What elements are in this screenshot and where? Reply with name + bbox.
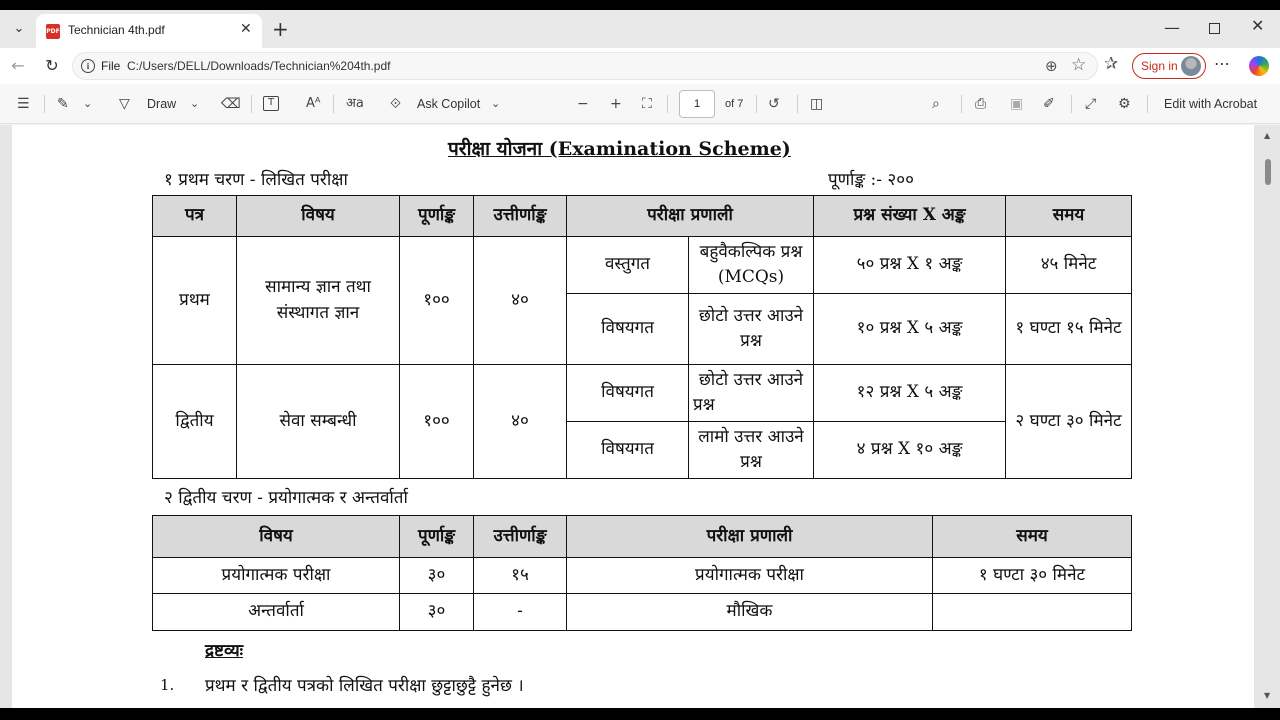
document-title: परीक्षा योजना (Examination Scheme) xyxy=(448,138,791,160)
table-cell: १५ xyxy=(474,558,567,594)
pdf-icon: PDF xyxy=(46,24,60,39)
contents-list-icon[interactable]: ☰ xyxy=(17,96,30,112)
divider xyxy=(667,95,668,113)
table-cell: प्रथम xyxy=(153,237,237,365)
window-close-icon[interactable]: ✕ xyxy=(1251,16,1265,35)
table-cell: ४० xyxy=(474,237,567,365)
zoom-icon[interactable]: ⊕ xyxy=(1045,57,1058,75)
info-icon[interactable]: i xyxy=(81,59,95,73)
table-cell: सेवा सम्बन्धी xyxy=(237,365,400,479)
table-row xyxy=(153,237,1132,294)
note-number: 1. xyxy=(160,676,175,694)
zoom-in-icon[interactable]: + xyxy=(610,96,622,112)
written-exam-table xyxy=(152,195,1132,479)
vertical-scrollbar[interactable] xyxy=(1262,125,1274,708)
header-cell: प्रश्न संख्या X अङ्क xyxy=(814,196,1006,237)
url-scheme-label: File xyxy=(101,59,121,73)
practical-interview-table xyxy=(152,515,1132,631)
eraser-icon[interactable]: ⌫ xyxy=(221,96,241,112)
tab-active[interactable] xyxy=(36,14,262,48)
table-cell: सामान्य ज्ञान तथा संस्थागत ज्ञान xyxy=(237,237,400,365)
page-total-label: of 7 xyxy=(725,98,744,110)
tab-title: Technician 4th.pdf xyxy=(68,23,165,37)
more-options-icon[interactable]: ⋯ xyxy=(1214,54,1230,73)
table-cell: छोटो उत्तर आउने प्रश्न xyxy=(689,365,814,422)
highlight-chevron-down-icon[interactable]: ⌄ xyxy=(83,97,93,110)
header-cell: विषय xyxy=(153,516,400,558)
tab-close-icon[interactable]: ✕ xyxy=(240,21,252,37)
full-marks-label: पूर्णाङ्क :- २०० xyxy=(828,170,914,190)
divider xyxy=(44,95,45,113)
tab-bar xyxy=(0,10,1280,48)
table-cell: बहुवैकल्पिक प्रश्न (MCQs) xyxy=(689,237,814,294)
table-header-row xyxy=(153,196,1132,237)
table-cell: छोटो उत्तर आउने प्रश्न xyxy=(689,294,814,365)
divider xyxy=(333,95,334,113)
table-cell: ३० xyxy=(400,594,474,631)
back-arrow-icon[interactable]: ← xyxy=(11,56,25,75)
divider xyxy=(961,95,962,113)
draw-chevron-down-icon[interactable]: ⌄ xyxy=(190,97,200,110)
header-cell: समय xyxy=(933,516,1132,558)
copilot-toolbar-icon[interactable]: ⟐ xyxy=(390,96,402,112)
table-row xyxy=(153,365,1132,422)
table-cell: १० प्रश्न X ५ अङ्क xyxy=(814,294,1006,365)
table-cell: मौखिक xyxy=(567,594,933,631)
table-cell: ४० xyxy=(474,365,567,479)
tab-actions-menu-icon[interactable]: ⌄ xyxy=(13,21,25,36)
table-cell: द्वितीय xyxy=(153,365,237,479)
notes-heading: द्रष्टव्यः xyxy=(205,641,244,661)
table-cell: ५० प्रश्न X १ अङ्क xyxy=(814,237,1006,294)
table-cell: विषयगत xyxy=(567,365,689,422)
table-cell: प्रयोगात्मक परीक्षा xyxy=(567,558,933,594)
table-cell: अन्तर्वार्ता xyxy=(153,594,400,631)
section1-heading: १ प्रथम चरण - लिखित परीक्षा xyxy=(164,170,348,190)
header-cell: पूर्णाङ्क xyxy=(400,196,474,237)
header-cell: पत्र xyxy=(153,196,237,237)
table-cell: वस्तुगत xyxy=(567,237,689,294)
table-cell: ३० xyxy=(400,558,474,594)
scroll-down-icon[interactable]: ▼ xyxy=(1264,691,1271,700)
table-cell: १०० xyxy=(400,237,474,365)
divider xyxy=(797,95,798,113)
favorites-icon[interactable]: ✰ xyxy=(1104,54,1119,74)
translate-icon[interactable]: अa xyxy=(346,96,364,111)
sign-in-button[interactable] xyxy=(1132,53,1206,79)
favorite-star-icon[interactable]: ☆ xyxy=(1071,55,1087,75)
divider xyxy=(1071,95,1072,113)
avatar xyxy=(1181,56,1201,76)
settings-gear-icon[interactable]: ⚙ xyxy=(1118,96,1131,112)
header-cell: परीक्षा प्रणाली xyxy=(567,196,814,237)
table-cell: १२ प्रश्न X ५ अङ्क xyxy=(814,365,1006,422)
fit-page-icon[interactable]: ⛶ xyxy=(642,96,652,112)
page-view-icon[interactable]: ◫ xyxy=(810,96,824,112)
copilot-chevron-down-icon[interactable]: ⌄ xyxy=(491,97,501,110)
note-text: प्रथम र द्वितीय पत्रको लिखित परीक्षा छुट्टाछुट्टै हुनेछ । xyxy=(205,676,524,696)
header-cell: परीक्षा प्रणाली xyxy=(567,516,933,558)
save-icon[interactable]: ▣ xyxy=(1010,96,1024,112)
table-row xyxy=(153,558,1132,594)
table-cell: १०० xyxy=(400,365,474,479)
zoom-out-icon[interactable]: − xyxy=(577,96,589,112)
table-cell: प्रयोगात्मक परीक्षा xyxy=(153,558,400,594)
highlight-icon[interactable]: ✎ xyxy=(57,96,69,112)
address-bar[interactable] xyxy=(72,52,1098,80)
header-cell: समय xyxy=(1006,196,1132,237)
sign-in-label: Sign in xyxy=(1141,59,1178,73)
address-row xyxy=(0,48,1280,84)
print-icon[interactable]: ⎙ xyxy=(975,96,987,112)
divider xyxy=(1147,95,1148,113)
ask-copilot-button[interactable]: Ask Copilot xyxy=(417,97,481,111)
table-cell xyxy=(933,594,1132,631)
reload-icon[interactable]: ↻ xyxy=(45,56,59,75)
text-box-icon[interactable]: T xyxy=(263,96,279,111)
table-cell: २ घण्टा ३० मिनेट xyxy=(1006,365,1132,479)
copilot-icon[interactable] xyxy=(1249,56,1269,76)
divider xyxy=(251,95,252,113)
header-cell: विषय xyxy=(237,196,400,237)
table-cell: विषयगत xyxy=(567,294,689,365)
search-icon[interactable]: ⌕ xyxy=(932,96,940,112)
save-as-icon[interactable]: ✐ xyxy=(1043,96,1055,112)
new-tab-icon[interactable]: + xyxy=(272,17,289,41)
minimize-icon[interactable]: — xyxy=(1164,18,1180,37)
top-edge xyxy=(0,0,1280,10)
draw-button[interactable]: Draw xyxy=(147,97,177,111)
maximize-icon[interactable] xyxy=(1209,23,1220,34)
table-header-row xyxy=(153,516,1132,558)
page-number-input[interactable]: 1 xyxy=(679,90,715,118)
table-cell: - xyxy=(474,594,567,631)
header-cell: पूर्णाङ्क xyxy=(400,516,474,558)
table-cell: १ घण्टा ३० मिनेट xyxy=(933,558,1132,594)
pdf-viewer xyxy=(0,125,1280,708)
bottom-edge xyxy=(0,708,1280,720)
pdf-toolbar xyxy=(0,84,1280,124)
header-cell: उत्तीर्णाङ्क xyxy=(474,196,567,237)
edit-with-acrobat-button[interactable]: Edit with Acrobat xyxy=(1164,97,1258,111)
read-aloud-icon[interactable]: Aᴬ xyxy=(306,96,321,111)
scroll-up-icon[interactable]: ▲ xyxy=(1264,131,1271,140)
scrollbar-thumb[interactable] xyxy=(1265,159,1271,185)
header-cell: उत्तीर्णाङ्क xyxy=(474,516,567,558)
pdf-page xyxy=(12,125,1254,708)
table-cell: ४५ मिनेट xyxy=(1006,237,1132,294)
full-screen-icon[interactable]: ⤢ xyxy=(1085,96,1097,112)
section2-heading: २ द्वितीय चरण - प्रयोगात्मक र अन्तर्वार्ता xyxy=(164,488,408,508)
url-text[interactable]: C:/Users/DELL/Downloads/Technician%204th.pdf xyxy=(127,59,391,73)
divider xyxy=(756,95,757,113)
rotate-icon[interactable]: ↺ xyxy=(768,96,780,112)
draw-icon[interactable]: ▽ xyxy=(119,96,130,112)
table-cell: लामो उत्तर आउने प्रश्न xyxy=(689,422,814,479)
table-row xyxy=(153,594,1132,631)
table-cell: विषयगत xyxy=(567,422,689,479)
table-cell: ४ प्रश्न X १० अङ्क xyxy=(814,422,1006,479)
table-cell: १ घण्टा १५ मिनेट xyxy=(1006,294,1132,365)
